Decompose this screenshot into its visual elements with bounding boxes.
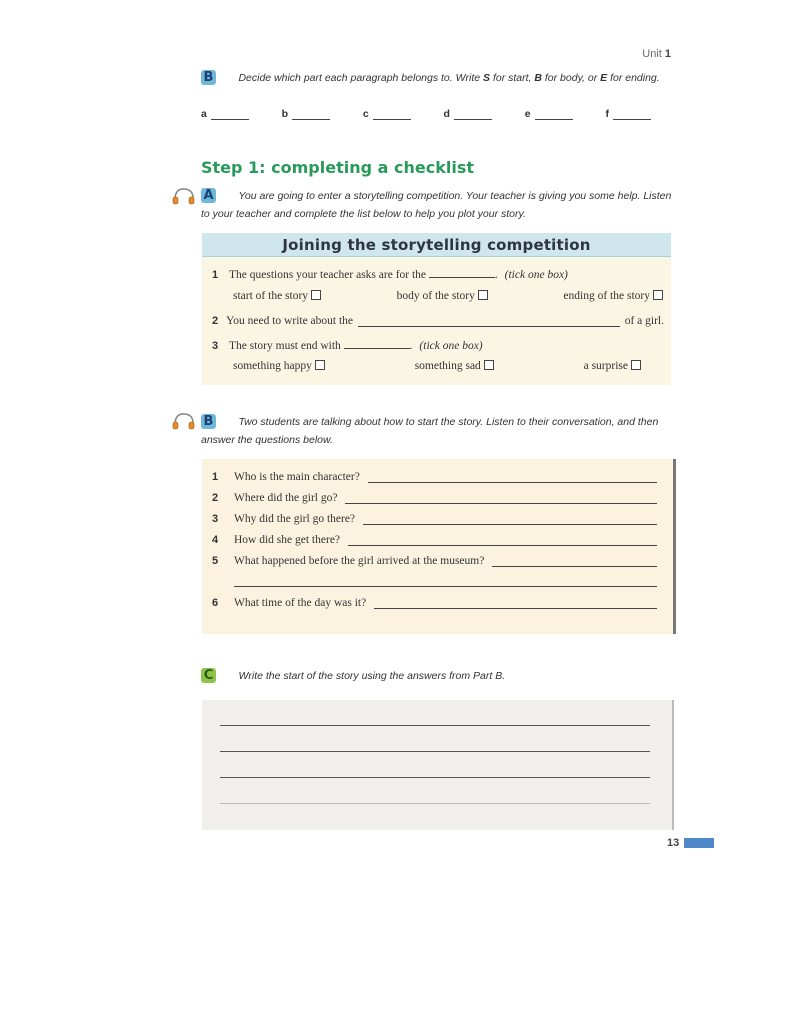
answer-line[interactable] [348,536,657,546]
checkbox[interactable] [315,360,325,370]
part-b2-instruction [201,412,675,448]
answer-line[interactable] [345,494,657,504]
questions-panel [202,459,676,634]
option-ending: ending of the story [563,290,663,302]
answer-line[interactable] [374,599,657,609]
checkbox[interactable] [478,290,488,300]
checklist-q2: 2 You need to write about the of a girl. [212,315,664,327]
q1-answer-line[interactable] [429,268,495,278]
page-number: 13 [667,837,680,849]
option-surprise: a surprise [584,360,641,372]
answer-line[interactable] [492,557,657,567]
question-6: 6 What time of the day was it? [212,597,657,609]
checklist-q3: 3 The story must end with . (tick one box) [212,340,483,352]
question-3: 3 Why did the girl go there? [212,513,657,525]
question-1: 1 Who is the main character? [212,471,657,483]
q3-options [233,360,641,372]
question-5: 5 What happened before the girl arrived at the museum? [212,555,657,567]
answer-line[interactable] [368,473,657,483]
blank-a[interactable]: a [201,108,249,120]
unit-number: 1 [664,48,671,60]
checkbox[interactable] [653,290,663,300]
paragraph-blanks [201,108,651,120]
part-b1-text: Decide which part each paragraph belongs to. Write S for start, B for body, or E for ending. [238,72,660,84]
blank-b[interactable]: b [282,108,330,120]
writing-line[interactable] [220,751,650,752]
q1-options [233,290,663,302]
answer-line[interactable] [363,515,657,525]
part-b2-text: Two students are talking about how to start the story. Listen to their conversation, and then answer the questions below. [201,416,659,446]
writing-panel[interactable] [202,700,674,830]
part-b1-instruction [201,68,671,86]
checkbox[interactable] [631,360,641,370]
blank-c[interactable]: c [363,108,411,120]
option-happy: something happy [233,360,325,372]
question-2: 2 Where did the girl go? [212,492,657,504]
part-b1-badge: B [201,70,216,85]
headphones-icon [172,186,196,206]
writing-line[interactable] [220,777,650,778]
blank-e[interactable]: e [525,108,573,120]
headphones-icon [172,411,196,431]
option-sad: something sad [415,360,494,372]
checkbox[interactable] [484,360,494,370]
step-title: Step 1: completing a checklist [201,158,474,177]
blank-f[interactable]: f [605,108,651,120]
competition-panel [202,233,671,385]
question-4: 4 How did she get there? [212,534,657,546]
checkbox[interactable] [311,290,321,300]
writing-line[interactable] [220,803,650,804]
answer-line-extra[interactable] [234,586,657,587]
part-a-text: You are going to enter a storytelling competition. Your teacher is giving you some help. Listen to your teacher and complete the list below to help you plot your story. [201,190,672,220]
part-c-instruction [201,666,671,684]
q3-answer-line[interactable] [344,339,410,349]
writing-line[interactable] [220,725,650,726]
part-c-text: Write the start of the story using the answers from Part B. [238,670,506,682]
q2-answer-line[interactable] [358,317,620,327]
option-body: body of the story [397,290,488,302]
part-a-instruction [201,186,673,222]
part-c-badge: C [201,668,216,683]
panel-title: Joining the storytelling competition [202,233,671,257]
page-number-bar [684,838,714,848]
blank-d[interactable]: d [444,108,492,120]
checklist-q1: 1 The questions your teacher asks are for the . (tick one box) [212,269,568,281]
unit-header [642,48,671,60]
part-b2-badge: B [201,414,216,429]
part-a-badge: A [201,188,216,203]
unit-label: Unit [642,48,662,60]
option-start: start of the story [233,290,321,302]
